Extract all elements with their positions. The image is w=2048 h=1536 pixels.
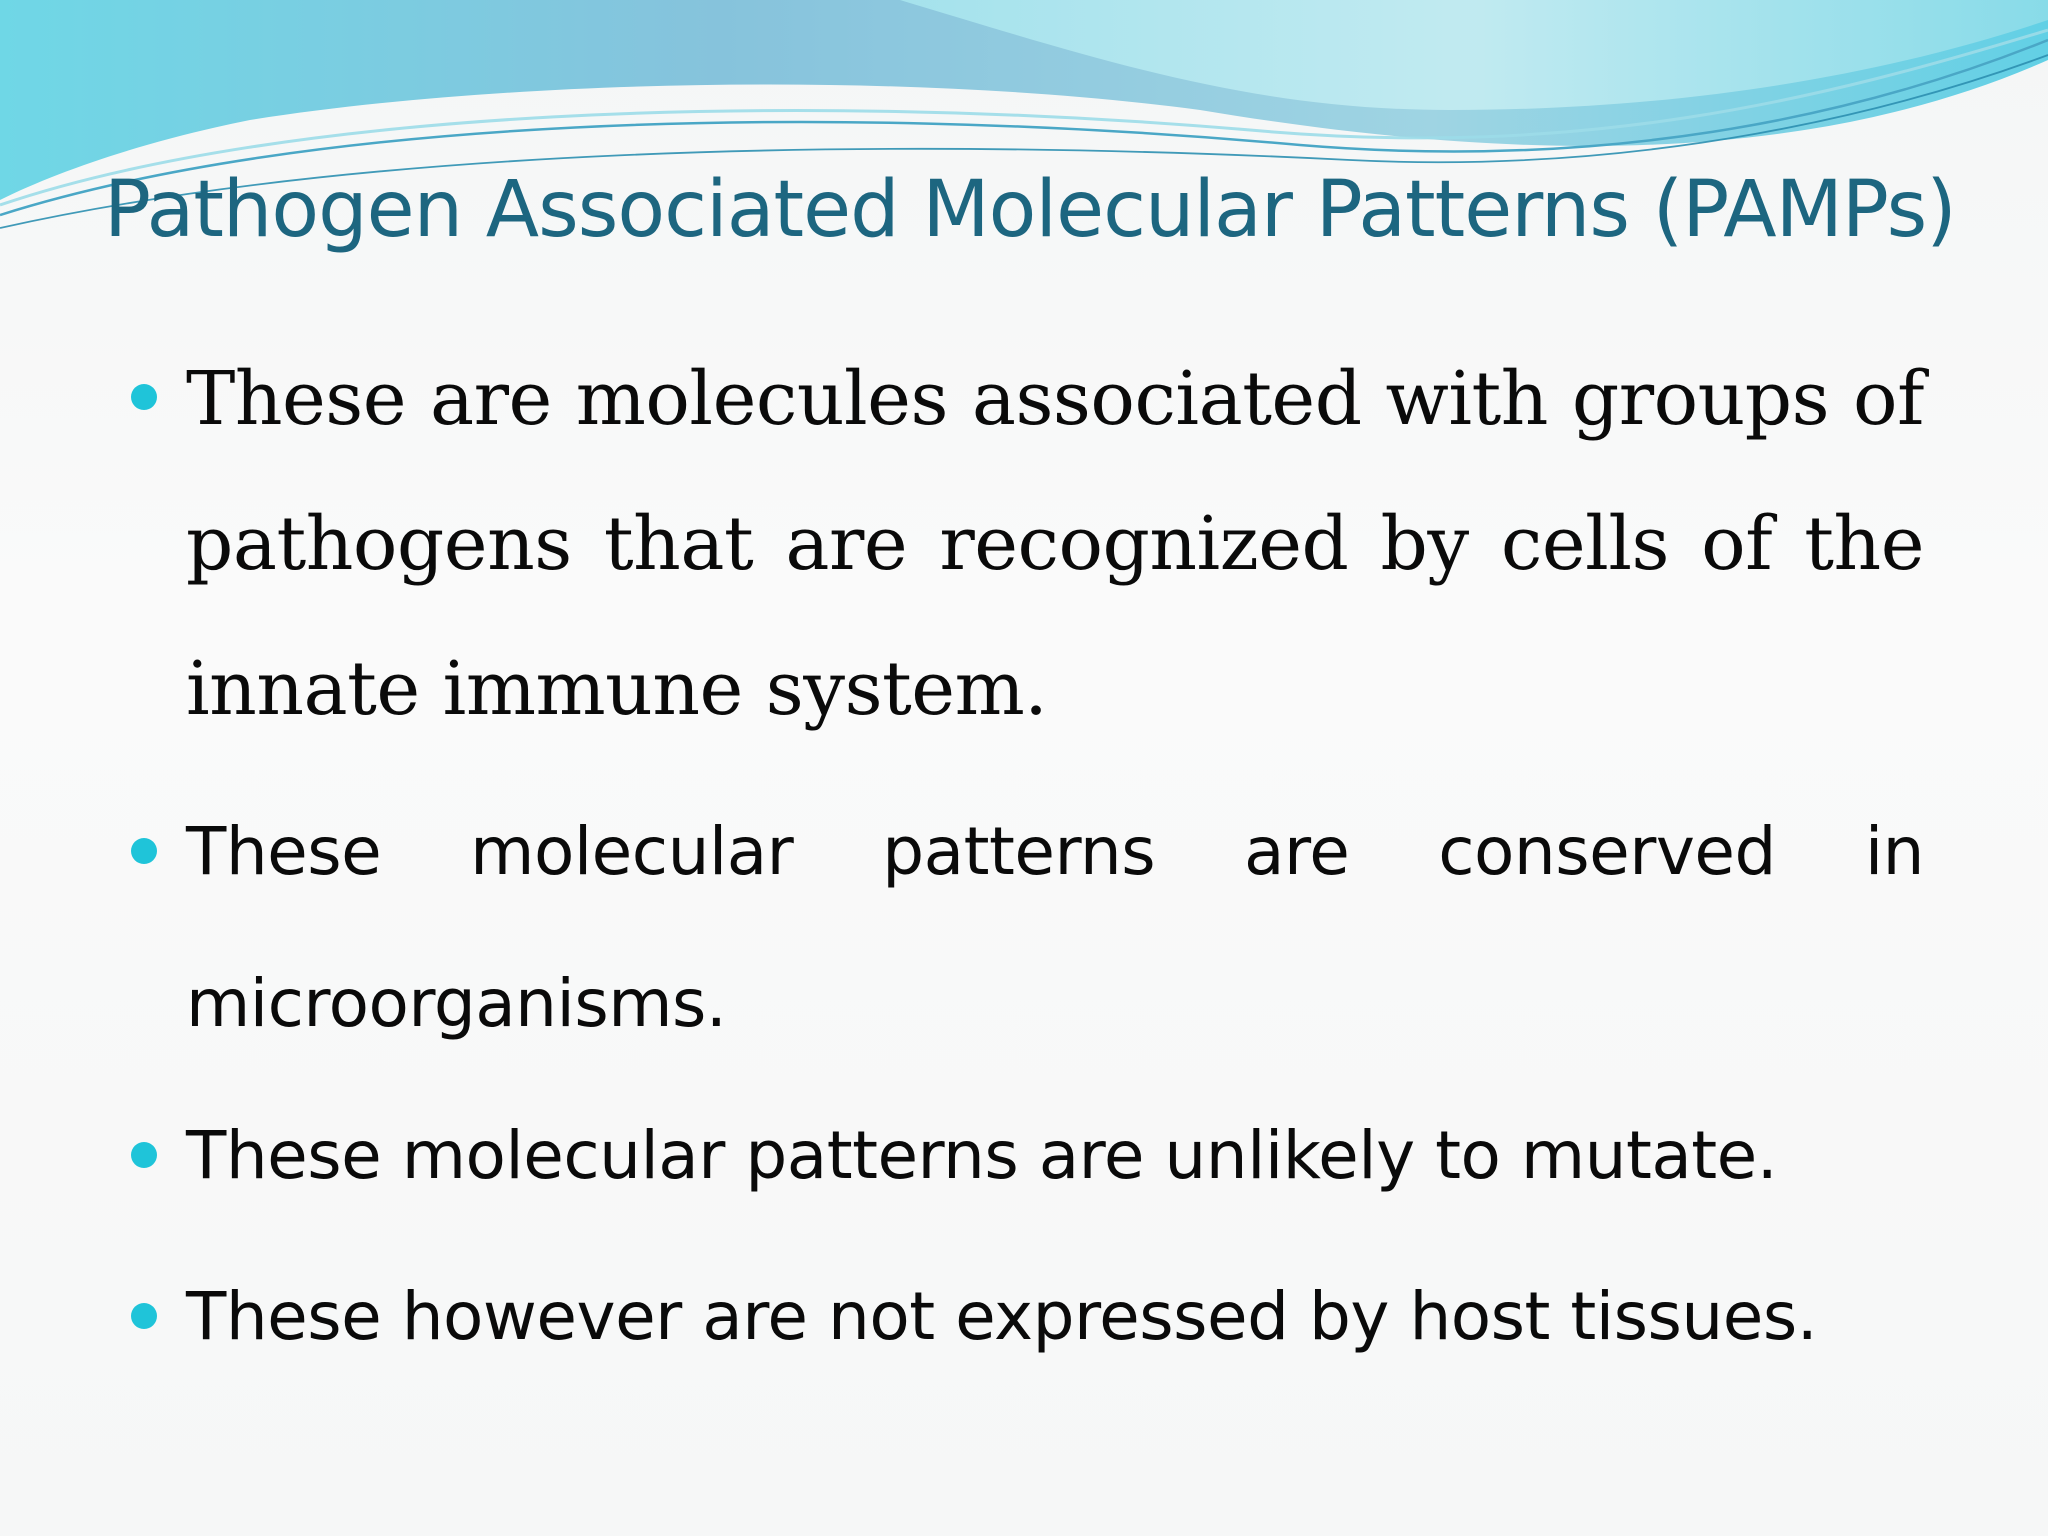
bullet-item <box>186 1080 1924 1232</box>
bullet-item <box>186 1241 1924 1393</box>
bullet-text: These molecular patterns are unlikely to mutate. <box>186 1117 1778 1194</box>
bullet-item <box>186 327 1924 762</box>
slide-title: Pathogen Associated Molecular Patterns (PAMPs) <box>104 165 1956 255</box>
bullet-dot-icon <box>131 1303 157 1329</box>
bullet-dot-icon <box>131 1142 157 1168</box>
bullet-item <box>186 776 1924 1080</box>
bullet-dot-icon <box>131 838 157 864</box>
bullet-dot-icon <box>131 384 157 410</box>
bullet-text: These molecular patterns are conserved in microorganisms. <box>186 813 1924 1042</box>
bullet-text: These are molecules associated with groups of pathogens that are recognized by cells of the innate immune system. <box>186 356 1924 732</box>
bullet-text: These however are not expressed by host tissues. <box>186 1278 1818 1355</box>
